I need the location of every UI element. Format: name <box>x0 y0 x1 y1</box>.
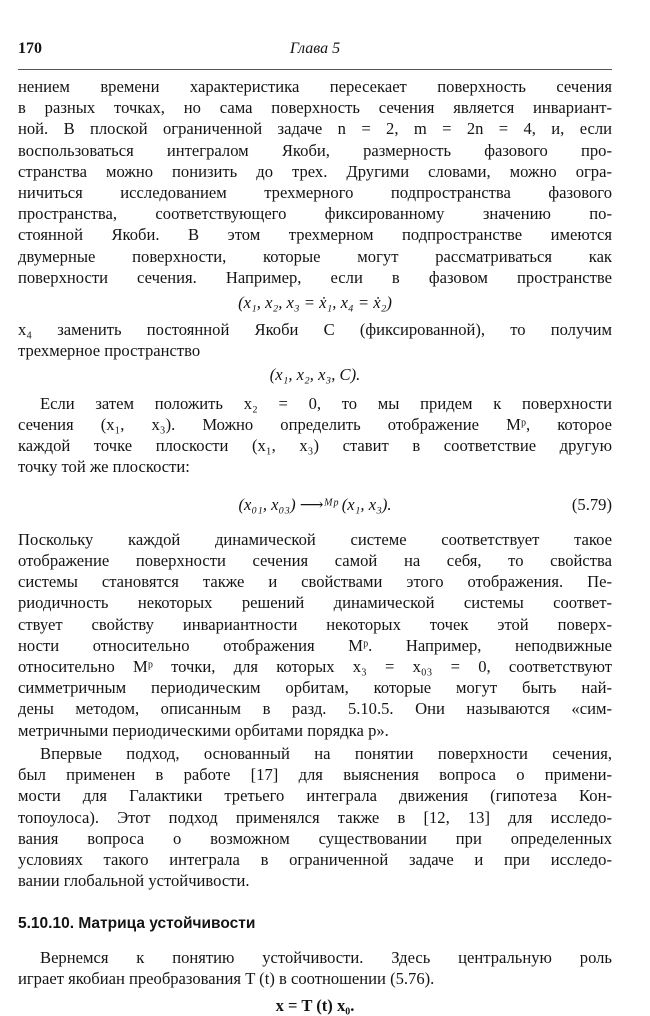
text-line: системы становятся также и свойствами этого отображения. Пе- <box>18 572 612 592</box>
text-line: был применен в работе [17] для выяснения вопроса о примени- <box>18 765 612 785</box>
text-line: дены методом, описанным в разд. 5.10.5. Они называются «сим- <box>18 699 612 719</box>
text-line: воспользоваться интегралом Якоби, размерность фазового про- <box>18 140 612 160</box>
text-line: топоулоса). Этот подход применялся также в [12, 13] для исследо- <box>18 807 612 827</box>
paragraph-6 <box>18 947 612 989</box>
text-line: Вернемся к понятию устойчивости. Здесь центральную роль <box>40 947 612 967</box>
text-line: риодичность некоторых решений динамической системы соответ- <box>18 593 612 613</box>
text-line: нением времени характеристика пересекает поверхность сечения <box>18 77 612 96</box>
chapter-title: Глава 5 <box>289 40 341 57</box>
text-line: метричными периодическими орбитами порядка p». <box>18 720 389 740</box>
page-body <box>18 76 612 1016</box>
equation-reduced-space <box>18 364 612 385</box>
equation-text: x = T (t) x₀. <box>275 995 355 1015</box>
text-line: точку той же плоскости: <box>18 457 190 477</box>
paragraph-3 <box>18 393 612 478</box>
text-line: каждой точке плоскости (x₁, x₃) ставит в соответствие другую <box>18 436 612 456</box>
equation-5-79 <box>18 494 612 515</box>
text-line: Впервые подход, основанный на понятии поверхности сечения, <box>40 743 612 763</box>
paragraph-1 <box>18 76 612 288</box>
text-line: отображение поверхности сечения самой на себя, то свойства <box>18 551 612 571</box>
text-line: симметричным периодическим орбитам, которые могут быть най- <box>18 678 612 698</box>
page-header <box>18 40 612 62</box>
text-line: поверхности сечения. Например, если в фазовом пространстве <box>18 267 612 287</box>
section-heading: 5.10.10. Матрица устойчивости <box>18 915 256 933</box>
text-line: Поскольку каждой динамической системе соответствует такое <box>18 529 612 549</box>
text-line: вании глобальной устойчивости. <box>18 871 250 891</box>
equation-phase-space <box>18 292 612 313</box>
text-line: играет якобиан преобразования T (t) в соотношении (5.76). <box>18 968 435 988</box>
text-line: стоянной Якоби. В этом трехмерном подпространстве имеются <box>18 225 612 245</box>
text-line: Если затем положить x₂ = 0, то мы придем к поверхности <box>40 393 612 413</box>
equation-text: (x₀₁, x₀₃) ⟶ᴹᵖ (x₁, x₃). <box>238 494 392 514</box>
equation-text: (x₁, x₂, x₃, C). <box>269 364 361 384</box>
paragraph-4 <box>18 529 612 741</box>
text-line: сечения (x₁, x₃). Можно определить отображение Mᵖ, которое <box>18 415 612 435</box>
text-line: условиях такого интеграла в ограниченной задаче и при исследо- <box>18 849 612 869</box>
text-line: ствует свойству инвариантности некоторых точек этой поверх- <box>18 614 612 634</box>
text-line: трехмерное пространство <box>18 341 201 361</box>
page-number: 170 <box>18 40 42 57</box>
equation-5-76-transform <box>18 995 612 1016</box>
text-line: пространства, соответствующего фиксированному значению по- <box>18 204 612 224</box>
text-line: x₄ заменить постоянной Якоби C (фиксированной), то получим <box>18 320 612 340</box>
text-line: в разных точках, но сама поверхность сечения является инвариант- <box>18 98 612 118</box>
paragraph-2 <box>18 319 612 361</box>
text-line: ной. В плоской ограниченной задаче n = 2, m = 2n = 4, и, если <box>18 119 612 139</box>
header-rule <box>18 69 612 70</box>
equation-number: (5.79) <box>571 494 612 514</box>
text-line: мости для Галактики третьего интеграла движения (гипотеза Кон- <box>18 786 612 806</box>
text-line: ничиться исследованием трехмерного подпространства фазового <box>18 183 612 203</box>
text-line: вания вопроса о возможном существовании при определенных <box>18 828 612 848</box>
text-line: двумерные поверхности, которые могут рассматриваться как <box>18 246 612 266</box>
equation-text: (x₁, x₂, x₃ = ẋ₁, x₄ = ẋ₂) <box>238 293 392 313</box>
paragraph-5 <box>18 743 612 891</box>
text-line: странства можно понизить до трех. Другими словами, можно огра- <box>18 161 612 181</box>
text-line: относительно Mᵖ точки, для которых x₃ = x₀₃ = 0, соответствуют <box>18 657 612 677</box>
text-line: ности относительно отображения Mᵖ. Например, неподвижные <box>18 635 612 655</box>
